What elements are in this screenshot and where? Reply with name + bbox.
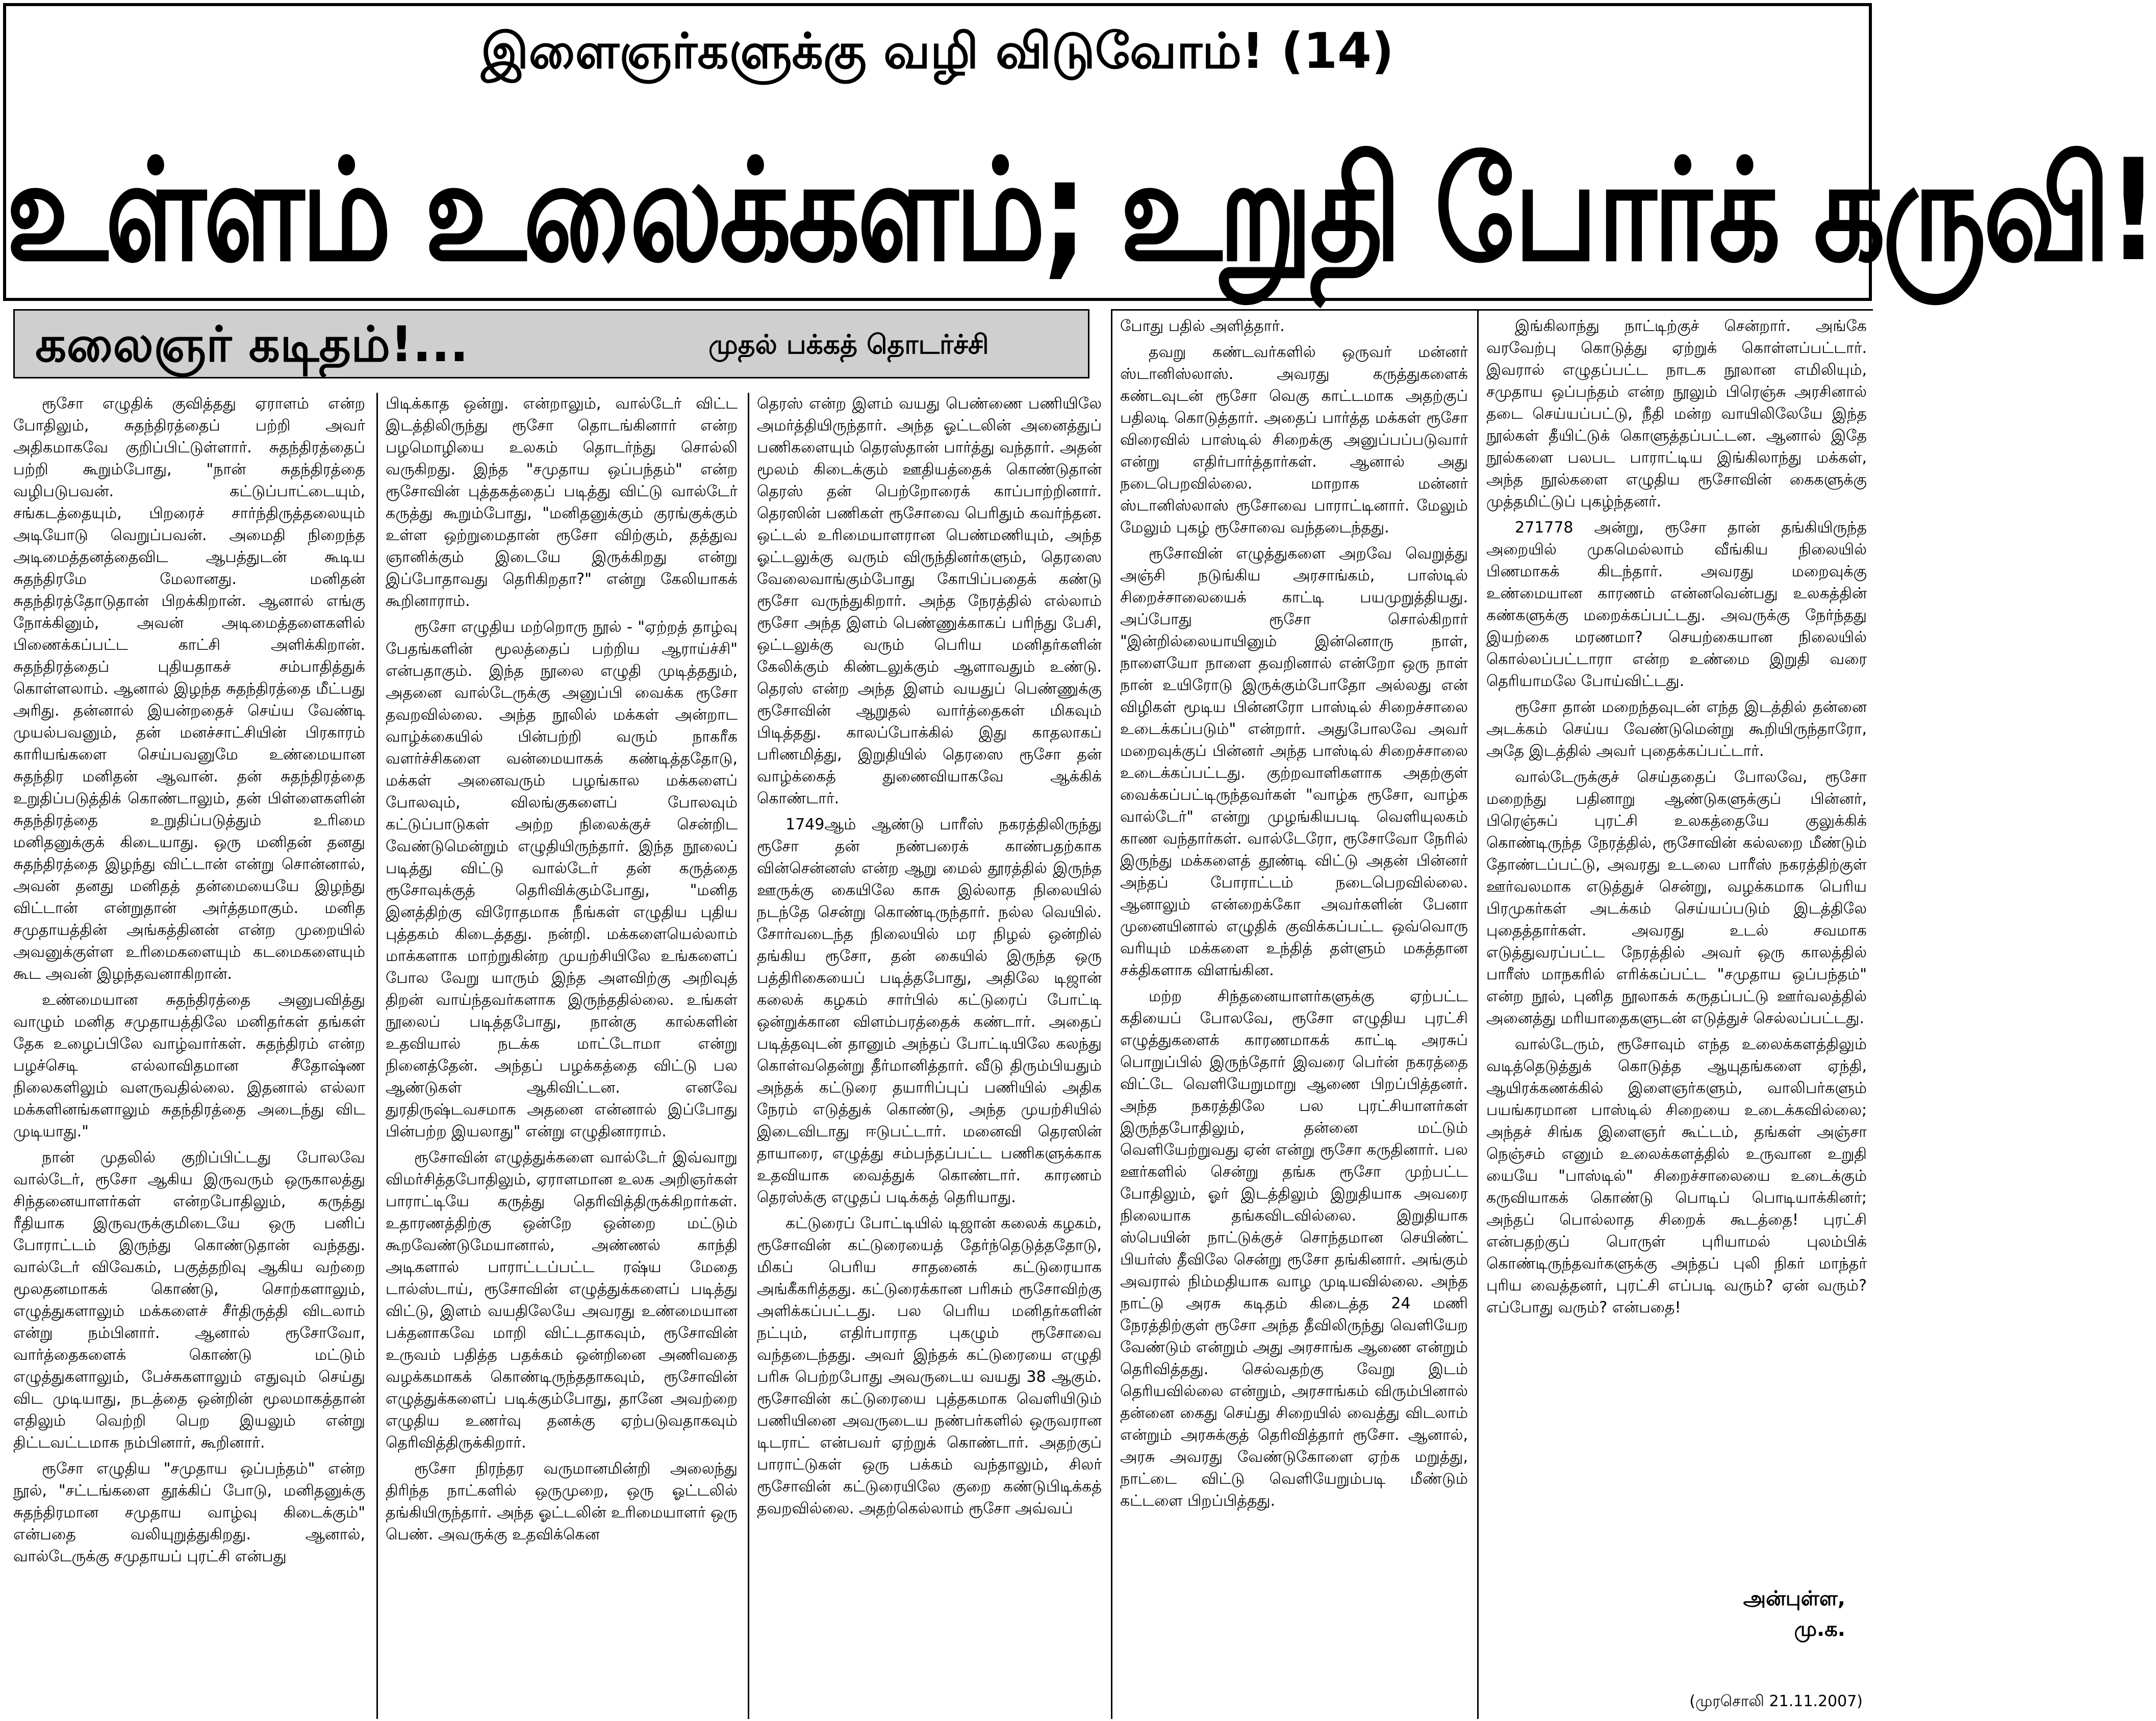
banner-subtitle: முதல் பக்கத் தொடர்ச்சி — [708, 330, 989, 360]
paragraph: மற்ற சிந்தனையாளர்களுக்கு ஏற்பட்ட கதியைப் போலவே, ரூசோ எழுதிய புரட்சி எழுத்துகளைக் காரணமாகக் காட்டி அரசுப் பொறுப்பில் இருந்தோர் இவரை பெர்ன் நகரத்தை விட்டே வெளியேறுமாறு ஆணை பிறப்பித்தனர். அந்த நகரத்திலே பல புரட்சியாளர்கள் இருந்தபோதிலும், தன்னை மட்டும் வெளியேற்றுவது ஏன் என்று ரூசோ கருதினார். பல ஊர்களில் சென்று தங்க ரூசோ முற்பட்ட போதிலும், ஓர் இடத்திலும் இறுதியாக அவரை நிலையாக தங்கவிடவில்லை. இறுதியாக ஸ்பெயின் நாட்டுக்குச் சொந்தமான செயிண்ட் பியர்ஸ் தீவிலே சென்று ரூசோ தங்கினார். அங்கும் அவரால் நிம்மதியாக வாழ முடியவில்லை. அந்த நாட்டு அரசு கடிதம் கிடைத்த 24 மணி நேரத்திற்குள் ரூசோ அந்த தீவிலிருந்து வெளியேற வேண்டும் என்றும் அது அரசாங்க ஆணை என்றும் தெரிவித்தது. செல்வதற்கு வேறு இடம் தெரியவில்லை என்றும், அரசாங்கம் விரும்பினால் தன்னை கைது செய்து சிறையில் வைத்து விடலாம் என்றும் அரசுக்குத் தெரிவித்தார் ரூசோ. ஆனால், அரசு அவரது வேண்டுகோளை ஏற்க மறுத்து, நாட்டை விட்டு வெளியேறும்படி மீண்டும் கட்டளை பிறப்பித்தது. — [1120, 988, 1468, 1510]
source-credit: (முரசொலி 21.11.2007) — [1689, 1692, 1863, 1710]
column-divider — [1111, 309, 1112, 1719]
paragraph: பிடிக்காத ஒன்று. என்றாலும், வால்டேர் விட்ட இடத்திலிருந்து ரூசோ தொடங்கினார் என்ற பழமொழியை உலகம் தொடர்ந்து சொல்லி வருகிறது. இந்த "சமுதாய ஒப்பந்தம்" என்ற ரூசோவின் புத்தகத்தைப் படித்து விட்டு வால்டேர் கருத்து கூறும்போது, "மனிதனுக்கும் குரங்குக்கும் உள்ள ஒற்றுமைதான் ரூசோ விற்கும், தத்துவ ஞானிக்கும் இடையே இருக்கிறது என்று இப்போதாவது தெரிகிறதா?" என்று கேலியாகக் கூறினாராம். — [386, 395, 738, 610]
top-rule — [1111, 309, 1873, 311]
signoff-author: மு.க. — [1794, 1617, 1845, 1641]
banner-title: கலைஞர் கடிதம்!... — [35, 316, 469, 373]
headline-box — [3, 3, 2156, 301]
paragraph: ரூசோ நிரந்தர வருமானமின்றி அலைந்து திரிந்த நாட்களில் ஒருமுறை, ஒரு ஓட்டலில் தங்கியிருந்தார். அந்த ஓட்டலின் உரிமையாளர் ஒரு பெண். அவருக்கு உதவிக்கென — [386, 1460, 738, 1543]
paragraph: போது பதில் அளித்தார். — [1120, 317, 1285, 335]
column-divider — [748, 393, 749, 1719]
series-title: இளைஞர்களுக்கு வழி விடுவோம்! (14) — [481, 22, 1394, 80]
paragraph: கட்டுரைப் போட்டியில் டிஜான் கலைக் கழகம், ரூசோவின் கட்டுரையைத் தேர்ந்தெடுத்ததோடு, மிகப் பெரிய சாதனைக் கட்டுரையாக அங்கீகரித்தது. கட்டுரைக்கான பரிசும் ரூசோவிற்கு அளிக்கப்பட்டது. பல பெரிய மனிதர்களின் நட்பும், எதிர்பாராத புகழும் ரூசோவை வந்தடைந்தது. அவர் இந்தக் கட்டுரையை எழுதி பரிசு பெற்றபோது அவருடைய வயது 38 ஆகும். ரூசோவின் கட்டுரையை புத்தகமாக வெளியிடும் பணியினை அவருடைய நண்பர்களில் ஒருவரான டிடராட் என்பவர் ஏற்றுக் கொண்டார். அதற்குப் பாராட்டுகள் ஒரு பக்கம் வந்தாலும், சிலர் ரூசோவின் கட்டுரையிலே குறை கண்டுபிடிக்கத் தவறவில்லை. அதற்கெல்லாம் ரூசோ அவ்வப் — [757, 1214, 1102, 1517]
main-headline: உள்ளம் உலைக்களம்; உறுதி போர்க் கருவி! — [6, 129, 2156, 292]
column-divider — [1477, 309, 1479, 1719]
paragraph: 1749ஆம் ஆண்டு பாரீஸ் நகரத்திலிருந்து ரூசோ தன் நண்பரைக் காண்பதற்காக வின்சென்னஸ் என்ற ஆறு மைல் தூரத்தில் இருந்த ஊருக்கு கையிலே காசு இல்லாத நிலையில் நடந்தே சென்று கொண்டிருந்தார். நல்ல வெயில். சோர்வடைந்த நிலையில் மர நிழல் ஒன்றில் தங்கிய ரூசோ, தன் கையில் இருந்த ஒரு பத்திரிகையைப் படித்தபோது, அதிலே டிஜான் கலைக் கழகம் சார்பில் கட்டுரைப் போட்டி ஒன்றுக்கான விளம்பரத்தைக் கண்டார். அதைப் படித்தவுடன் தானும் அந்தப் போட்டியிலே கலந்து கொள்வதென்று தீர்மானித்தார். வீடு திரும்பியதும் அந்தக் கட்டுரை தயாரிப்புப் பணியில் அதிக நேரம் எடுத்துக் கொண்டு, அந்த முயற்சியில் இடைவிடாது ஈடுபட்டார். மனைவி தெரஸின் தாயாரை, எழுத்து சம்பந்தப்பட்ட பணிகளுக்காக உதவியாக வைத்துக் கொண்டார். காரணம் தெரஸ்க்கு எழுதப் படிக்கத் தெரியாது. — [757, 816, 1102, 1206]
paragraph: நான் முதலில் குறிப்பிட்டது போலவே வால்டேர், ரூசோ ஆகிய இருவரும் ஒருகாலத்து சிந்தனையாளர்கள் என்றபோதிலும், கருத்து ரீதியாக இருவருக்குமிடையே ஒரு பனிப் போராட்டம் இருந்து கொண்டுதான் வந்தது. வால்டேர் விவேகம், பகுத்தறிவு ஆகிய வற்றை மூலதனமாகக் கொண்டு, சொற்களாலும், எழுத்துகளாலும் மக்களைச் சீர்திருத்தி விடலாம் என்று நம்பினார். ஆனால் ரூசோவோ, வார்த்தைகளைக் கொண்டு மட்டும் எழுத்துகளாலும், பேச்சுகளாலும் எதுவும் செய்து விட முடியாது, நடத்தை ஒன்றின் மூலமாகத்தான் எதிலும் வெற்றி பெற இயலும் என்று திட்டவட்டமாக நம்பினார், கூறினார். — [13, 1149, 365, 1452]
section-banner — [13, 309, 1089, 378]
paragraph: 271778 அன்று, ரூசோ தான் தங்கியிருந்த அறையில் முகமெல்லாம் வீங்கிய நிலையில் பிணமாகக் கிடந்தார். அவரது மறைவுக்கு உண்மையான காரணம் என்னவென்பது உலகத்தின் கண்களுக்கு மறைக்கப்பட்டது. அவருக்கு நேர்ந்தது இயற்கை மரணமா? செயற்கையான நிலையில் கொல்லப்பட்டாரா என்ற உண்மை இறுதி வரை தெரியாமலே போய்விட்டது. — [1486, 519, 1867, 690]
paragraph: தெரஸ் என்ற இளம் வயது பெண்ணை பணியிலே அமர்த்தியிருந்தார். அந்த ஓட்டலின் அனைத்துப் பணிகளையும் தெரஸ்தான் பார்த்து வந்தார். அதன் மூலம் கிடைக்கும் ஊதியத்தைக் கொண்டுதான் தெரஸ் தன் பெற்றோரைக் காப்பாற்றினார். தெரஸின் பணிகள் ரூசோவை பெரிதும் கவர்ந்தன. ஒட்டல் உரிமையாளரான பெண்மணியும், அந்த ஓட்டலுக்கு வரும் விருந்தினர்களும், தெரஸை வேலைவாங்கும்போது கோபிப்பதைக் கண்டு ரூசோ வருந்துகிறார். அந்த நேரத்தில் எல்லாம் ரூசோ அந்த இளம் பெண்ணுக்காகப் பரிந்து பேசி, ஒட்டலுக்கு வரும் பெரிய மனிதர்களின் கேலிக்கும் கிண்டலுக்கும் ஆளாவதும் உண்டு. தெரஸ் என்ற அந்த இளம் வயதுப் பெண்ணுக்கு ரூசோவின் ஆறுதல் வார்த்தைகள் மிகவும் பிடித்தது. காலப்போக்கில் இது காதலாகப் பரிணமித்து, இறுதியில் தெரஸை ரூசோ தன் வாழ்க்கைத் துணைவியாகவே ஆக்கிக் கொண்டார். — [757, 395, 1102, 807]
column-divider — [376, 393, 378, 1719]
paragraph: ரூசோ எழுதிக் குவித்தது ஏராளம் என்ற போதிலும், சுதந்திரத்தைப் பற்றி அவர் அதிகமாகவே குறிப்பிட்டுள்ளார். சுதந்திரத்தைப் பற்றி கூறும்போது, "நான் சுதந்திரத்தை வழிபடுபவன். கட்டுப்பாட்டையும், சங்கடத்தையும், பிறரைச் சார்ந்திருத்தலையும் அடியோடு வெறுப்பவன். அமைதி நிறைந்த அடிமைத்தனத்தைவிட ஆபத்துடன் கூடிய சுதந்திரமே மேலானது. மனிதன் சுதந்திரத்தோடுதான் பிறக்கிறான். ஆனால் எங்கு நோக்கினும், அவன் அடிமைத்தளைகளில் பிணைக்கப்பட்ட காட்சி அளிக்கிறான். சுதந்திரத்தைப் புதியதாகச் சம்பாதித்துக் கொள்ளலாம். ஆனால் இழந்த சுதந்திரத்தை மீட்பது அரிது. தன்னால் இயன்றதைச் செய்ய வேண்டி முயல்பவனும், தன் மனச்சாட்சியின் பிரகாரம் காரியங்களை செய்பவனுமே உண்மையான சுதந்திர மனிதன் ஆவான். தன் சுதந்திரத்தை உறுதிப்படுத்திக் கொண்டாலும், தன் பிள்ளைகளின் சுதந்திரத்தை உறுதிப்படுத்தும் உரிமை மனிதனுக்குக் கிடையாது. ஒரு மனிதன் தனது சுதந்திரத்தை இழந்து விட்டான் என்று சொன்னால், அவன் தனது மனிதத் தன்மையையே இழந்து விட்டான் என்றுதான் அர்த்தமாகும். மனித சமுதாயத்தின் அங்கத்தினன் என்ற முறையில் அவனுக்குள்ள உரிமைகளையும் கடமைகளையும் கூட அவன் இழந்தவனாகிறான். — [13, 395, 365, 983]
article-column-3 — [757, 393, 1102, 1717]
paragraph: ரூசோவின் எழுத்துக்களை வால்டேர் இவ்வாறு விமர்சித்தபோதிலும், ஏராளமான உலக அறிஞர்கள் பாராட்டியே கருத்து தெரிவித்திருக்கிறார்கள். உதாரணத்திற்கு ஒன்றே ஒன்றை மட்டும் கூறவேண்டுமேயானால், அண்ணல் காந்தி அடிகளால் பாராட்டப்பட்ட ரஷ்ய மேதை டால்ஸ்டாய், ரூசோவின் எழுத்துக்களைப் படித்து விட்டு, இளம் வயதிலேயே அவரது உண்மையான பக்தனாகவே மாறி விட்டதாகவும், ரூசோவின் உருவம் பதித்த பதக்கம் ஒன்றினை அணிவதை வழக்கமாகக் கொண்டிருந்ததாகவும், ரூசோவின் எழுத்துக்களைப் படிக்கும்போது, தானே அவற்றை எழுதிய உணர்வு தனக்கு ஏற்படுவதாகவும் தெரிவித்திருக்கிறார். — [386, 1149, 738, 1452]
paragraph: ரூசோ எழுதிய "சமுதாய ஒப்பந்தம்" என்ற நூல், "சட்டங்களை தூக்கிப் போடு, மனிதனுக்கு சுதந்திரமான சமுதாய வாழ்வு கிடைக்கும்" என்பதை வலியுறுத்துகிறது. ஆனால், வால்டேருக்கு சமுதாயப் புரட்சி என்பது — [13, 1460, 365, 1565]
signoff — [1743, 1583, 1845, 1644]
article-column-1 — [13, 393, 365, 1717]
paragraph: தவறு கண்டவர்களில் ஒருவர் மன்னர் ஸ்டானிஸ்லாஸ். அவரது கருத்துகளைக் கண்டவுடன் ரூசோ வெகு காட்டமாக அதற்குப் பதிலடி கொடுத்தார். அதைப் பார்த்த மக்கள் ரூசோ விரைவில் பாஸ்டில் சிறைக்கு அனுப்பப்படுவார் என்று எதிர்பார்த்தார்கள். ஆனால் அது நடைபெறவில்லை. மாறாக மன்னர் ஸ்டானிஸ்லாஸ் ரூசோவை பாராட்டினார். மேலும் மேலும் புகழ் ரூசோவை வந்தடைந்தது. — [1120, 343, 1468, 537]
paragraph: உண்மையான சுதந்திரத்தை அனுபவித்து வாழும் மனித சமுதாயத்திலே மனிதர்கள் தங்கள் தேக உழைப்பிலே வாழ்வார்கள். சுதந்திரம் என்ற பழச்செடி எல்லாவிதமான சீதோஷ்ண நிலைகளிலும் வளருவதில்லை. இதனால் எல்லா மக்களினங்களாலும் சுதந்திரத்தை அடைந்து விட முடியாது." — [13, 991, 365, 1141]
article-column-2 — [386, 393, 738, 1717]
paragraph: இங்கிலாந்து நாட்டிற்குச் சென்றார். அங்கே வரவேற்பு கொடுத்து ஏற்றுக் கொள்ளப்பட்டார். இவரால் எழுதப்பட்ட நாடக நூலான எமிலியும், சமுதாய ஒப்பந்தம் என்ற நூலும் பிரெஞ்சு அரசினால் தடை செய்யப்பட்டு, நீதி மன்ற வாயிலிலேயே இந்த நூல்கள் தீயிட்டுக் கொளுத்தப்பட்டன. ஆனால் இதே நூல்களை பலபட பாராட்டிய இங்கிலாந்து மக்கள், அந்த நூல்களை எழுதிய ரூசோவின் கைகளுக்கு முத்தமிட்டுப் புகழ்ந்தனர். — [1486, 317, 1867, 511]
signoff-closing: அன்புள்ள, — [1743, 1587, 1845, 1610]
article-column-5 — [1486, 315, 1867, 1575]
article-column-4 — [1120, 315, 1468, 1717]
paragraph: ரூசோ எழுதிய மற்றொரு நூல் - "ஏற்றத் தாழ்வு பேதங்களின் மூலத்தைப் பற்றிய ஆராய்ச்சி" என்பதாகும். இந்த நூலை எழுதி முடித்ததும், அதனை வால்டேருக்கு அனுப்பி வைக்க ரூசோ தவறவில்லை. அந்த நூலில் மக்கள் அன்றாட வாழ்க்கையில் பின்பற்றி வரும் நாகரீக வளர்ச்சிகளை வன்மையாகக் கண்டித்ததோடு, மக்கள் அனைவரும் பழங்கால மக்களைப் போலவும், விலங்குகளைப் போலவும் கட்டுப்பாடுகள் அற்ற நிலைக்குச் சென்றிட வேண்டுமென்றும் எழுதியிருந்தார். இந்த நூலைப் படித்து விட்டு வால்டேர் தன் கருத்தை ரூசோவுக்குத் தெரிவிக்கும்போது, "மனித இனத்திற்கு விரோதமாக நீங்கள் எழுதிய புதிய புத்தகம் கிடைத்தது. நன்றி. மக்களையெல்லாம் மாக்களாக மாற்றுகின்ற முயற்சியிலே உங்களைப் போல வேறு யாரும் இந்த அளவிற்கு அறிவுத் திறன் வாய்ந்தவர்களாக இருந்ததில்லை. உங்கள் நூலைப் படித்தபோது, நான்கு கால்களின் உதவியால் நடக்க மாட்டோமா என்று நினைத்தேன். அந்தப் பழக்கத்தை விட்டு பல ஆண்டுகள் ஆகிவிட்டன. எனவே துரதிருஷ்டவசமாக அதனை என்னால் இப்போது பின்பற்ற இயலாது" என்று எழுதினாராம். — [386, 618, 738, 1141]
paragraph: ரூசோ தான் மறைந்தவுடன் எந்த இடத்தில் தன்னை அடக்கம் செய்ய வேண்டுமென்று கூறியிருந்தாரோ, அதே இடத்தில் அவர் புதைக்கப்பட்டார். — [1486, 698, 1867, 760]
paragraph: வால்டேருக்குச் செய்ததைப் போலவே, ரூசோ மறைந்து பதினாறு ஆண்டுகளுக்குப் பின்னர், பிரெஞ்சுப் புரட்சி உலகத்தையே குலுக்கிக் கொண்டிருந்த நேரத்தில், ரூசோவின் கல்லறை மீண்டும் தோண்டப்பட்டு, அவரது உடலை பாரீஸ் நகரத்திற்குள் ஊர்வலமாக எடுத்துச் சென்று, வழக்கமாக பெரிய பிரமுகர்கள் அடக்கம் செய்யப்படும் இடத்திலே புதைத்தார்கள். அவரது உடல் சவமாக எடுத்துவரப்பட்ட நேரத்தில் அவர் ஒரு காலத்தில் பாரீஸ் மாநகரில் எரிக்கப்பட்ட "சமுதாய ஒப்பந்தம்" என்ற நூல், புனித நூலாகக் கருதப்பட்டு ஊர்வலத்தில் அனைத்து மரியாதைகளுடன் எடுத்துச் செல்லப்பட்டது. — [1486, 768, 1867, 1027]
paragraph: வால்டேரும், ரூசோவும் எந்த உலைக்களத்திலும் வடித்தெடுத்துக் கொடுத்த ஆயுதங்களை ஏந்தி, ஆயிரக்கணக்கில் இளைஞர்களும், வாலிபர்களும் பயங்கரமான பாஸ்டில் சிறையை உடைக்கவில்லை; அந்தச் சிங்க இளைஞர் கூட்டம், தங்கள் அஞ்சா நெஞ்சம் எனும் உலைக்களத்தில் உருவான உறுதி யையே "பாஸ்டில்" சிறைச்சாலையை உடைக்கும் கருவியாகக் கொண்டு பொடிப் பொடியாக்கினர்; அந்தப் பொல்லாத சிறைக் கூடத்தை! புரட்சி என்பதற்குப் பொருள் புரியாமல் புலம்பிக் கொண்டிருந்தவர்களுக்கு அந்தப் புலி நிகர் மாந்தர் புரிய வைத்தனர், புரட்சி எப்படி வரும்? ஏன் வரும்? எப்போது வரும்? என்பதை! — [1486, 1035, 1867, 1317]
paragraph: ரூசோவின் எழுத்துகளை அறவே வெறுத்து அஞ்சி நடுங்கிய அரசாங்கம், பாஸ்டில் சிறைச்சாலையைக் காட்டி பயமுறுத்தியது. அப்போது ரூசோ சொல்கிறார் "இன்றில்லையாயினும் இன்னொரு நாள், நாளையோ நாளை தவறினால் என்றோ ஒரு நாள் நான் உயிரோடு இருக்கும்போதோ அல்லது என் விழிகள் மூடிய பின்னரோ பாஸ்டில் சிறைச்சாலை உடைக்கப்படும்" என்றார். அதுபோலவே அவர் மறைவுக்குப் பின்னர் அந்த பாஸ்டில் சிறைச்சாலை உடைக்கப்பட்டது. குற்றவாளிகளாக அதற்குள் வைக்கப்பட்டிருந்தவர்கள் "வாழ்க ரூசோ, வாழ்க வால்டேர்" என்று முழங்கியபடி வெளியுலகம் காண வந்தார்கள். வால்டேரோ, ரூசோவோ நேரில் இருந்து மக்களைத் தூண்டி விட்டு அதன் பின்னர் அந்தப் போராட்டம் நடைபெறவில்லை. ஆனாலும் என்றைக்கோ அவர்களின் பேனா முனையினால் எழுதிக் குவிக்கப்பட்ட ஒவ்வொரு வரியும் மக்களை உந்தித் தள்ளும் மகத்தான சக்திகளாக விளங்கின. — [1120, 545, 1468, 979]
